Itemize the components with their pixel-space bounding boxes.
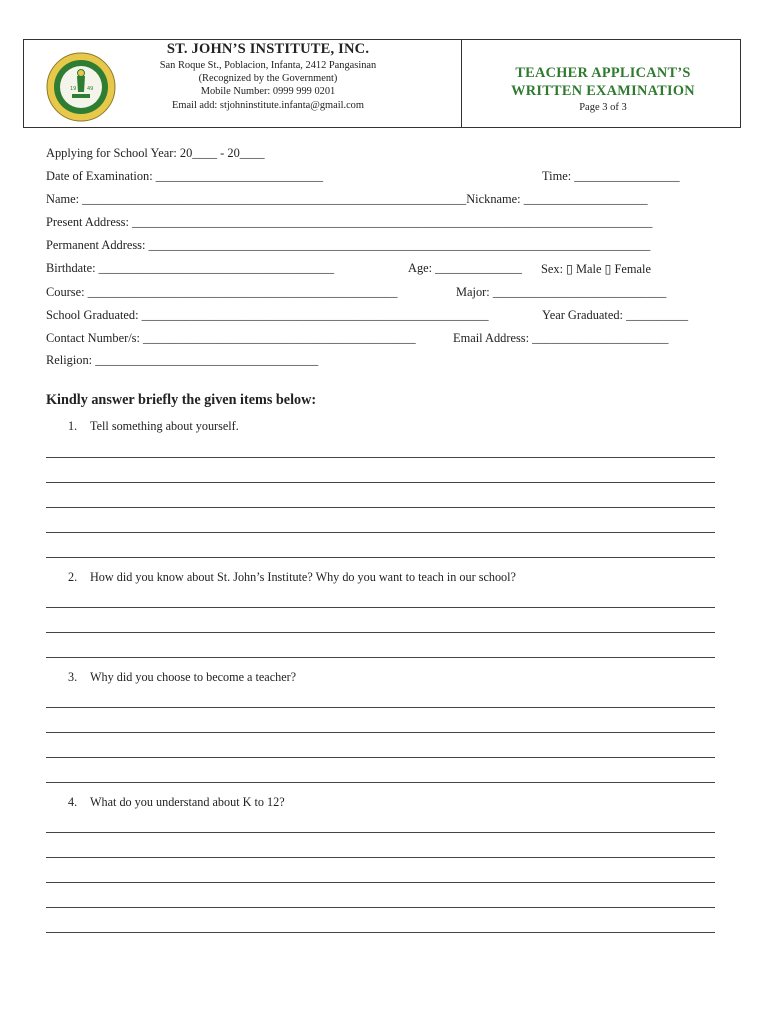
answer-line-2-1[interactable] [46,607,715,608]
answer-line-1-1[interactable] [46,457,715,458]
answer-line-1-4[interactable] [46,532,715,533]
school-seal-logo [46,52,116,122]
answer-line-3-2[interactable] [46,732,715,733]
question-number: 4. [68,795,78,809]
school-year-field[interactable]: Applying for School Year: 20____ - 20____ [46,146,265,160]
answer-line-3-3[interactable] [46,757,715,758]
answer-line-3-1[interactable] [46,707,715,708]
instructions-heading: Kindly answer briefly the given items below: [46,392,317,408]
answer-line-4-4[interactable] [46,907,715,908]
age-field[interactable]: Age: ______________ [408,261,522,275]
exam-time-field[interactable]: Time: _________________ [542,169,680,183]
birthdate-field[interactable]: Birthdate: ______________________________________ [46,261,335,275]
answer-line-1-3[interactable] [46,507,715,508]
name-field[interactable]: Name: ______________________________________________________________Nickname: ____________________ [46,192,648,206]
contact-number-field[interactable]: Contact Number/s: ____________________________________________ [46,331,416,345]
sex-field[interactable]: Sex: ▯ Male ▯ Female [541,262,651,276]
question-text: Why did you choose to become a teacher? [90,670,297,684]
question-number: 2. [68,570,78,584]
answer-line-4-2[interactable] [46,857,715,858]
question-1 [68,419,239,434]
answer-line-2-2[interactable] [46,632,715,633]
seal-year-right: 49 [87,86,94,92]
school-email: Email add: stjohninstitute.infanta@gmail.com [172,99,364,111]
form-header [23,39,741,128]
answer-line-1-2[interactable] [46,482,715,483]
religion-field[interactable]: Religion: ____________________________________ [46,353,319,367]
permanent-address-field[interactable]: Permanent Address: _________________________________________________________________________________ [46,238,651,252]
question-4 [68,795,285,810]
question-3 [68,670,296,685]
year-graduated-field[interactable]: Year Graduated: __________ [542,308,689,322]
answer-line-4-1[interactable] [46,832,715,833]
major-field[interactable]: Major: ____________________________ [456,285,667,299]
question-2 [68,570,516,585]
question-number: 1. [68,419,78,433]
question-text: What do you understand about K to 12? [90,795,285,809]
school-address: San Roque St., Poblacion, Infanta, 2412 Pangasinan [159,60,377,71]
header-divider [461,40,462,127]
answer-line-4-3[interactable] [46,882,715,883]
question-text: Tell something about yourself. [90,419,239,433]
question-number: 3. [68,670,78,684]
page-indicator: Page 3 of 3 [579,102,627,113]
present-address-field[interactable]: Present Address: ____________________________________________________________________________________ [46,215,653,229]
answer-line-4-5[interactable] [46,932,715,933]
answer-line-2-3[interactable] [46,657,715,658]
exam-title [464,64,742,100]
question-text: How did you know about St. John’s Institute? Why do you want to teach in our school? [90,570,516,584]
exam-title-line-1: TEACHER APPLICANT’S [515,65,691,81]
exam-date-field[interactable]: Date of Examination: ___________________________ [46,169,324,183]
school-recognition: (Recognized by the Government) [198,73,338,85]
school-mobile: Mobile Number: 0999 999 0201 [200,86,336,98]
answer-line-1-5[interactable] [46,557,715,558]
school-graduated-field[interactable]: School Graduated: ________________________________________________________ [46,308,489,322]
school-name: ST. JOHN’S INSTITUTE, INC. [166,41,370,57]
seal-year-left: 19 [70,86,77,92]
email-address-field[interactable]: Email Address: ______________________ [453,331,669,345]
exam-title-line-2: WRITTEN EXAMINATION [511,83,695,99]
answer-line-3-4[interactable] [46,782,715,783]
school-info [132,41,404,112]
course-field[interactable]: Course: __________________________________________________ [46,285,398,299]
